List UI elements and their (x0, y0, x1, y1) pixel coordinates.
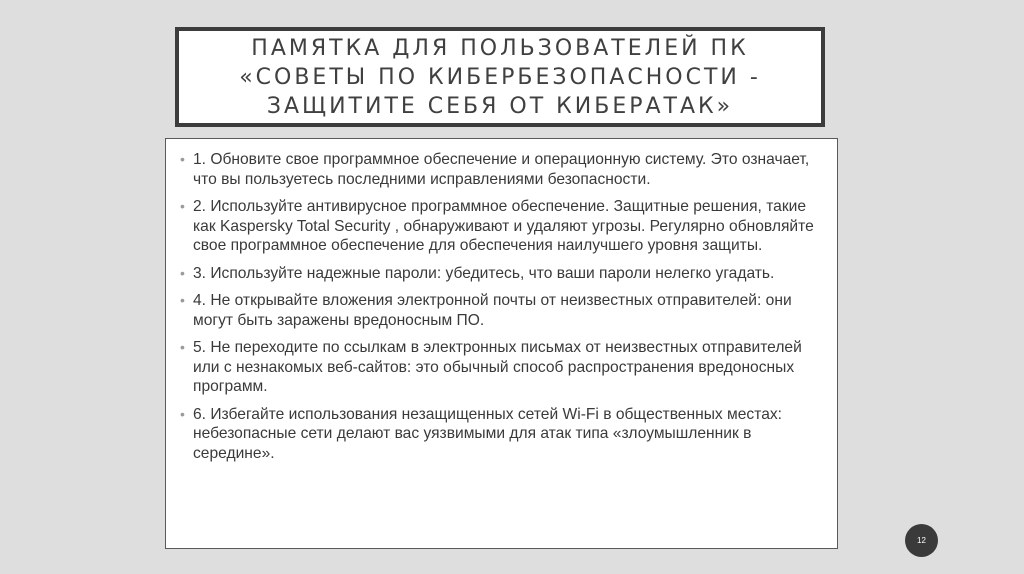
bullet-text-2: 2. Используйте антивирусное программное обеспечение. Защитные решения, такие как Kaspersky Total Security , обнаруживают и удаляют угрозы. Регулярно обновляйте свое программное обеспечение для обеспечения наилучшего уровня защиты. (193, 198, 814, 254)
bullet-text-5: 5. Не переходите по ссылкам в электронных письмах от неизвестных отправителей или с незнакомых веб-сайтов: это обычный способ распространения вредоносных программ. (193, 339, 802, 395)
content-box (165, 138, 838, 549)
bullet-item-5 (180, 338, 823, 397)
bullet-item-2 (180, 197, 823, 256)
bullet-text-4: 4. Не открывайте вложения электронной почты от неизвестных отправителей: они могут быть заражены вредоносным ПО. (193, 292, 792, 329)
title-box (175, 27, 825, 127)
bullet-text-3: 3. Используйте надежные пароли: убедитесь, что ваши пароли нелегко угадать. (193, 264, 775, 282)
title-line-3: ЗАЩИТИТЕ СЕБЯ ОТ КИБЕРАТАК» (266, 93, 734, 119)
bullet-text-1: 1. Обновите свое программное обеспечение и операционную систему. Это означает, что вы пользуетесь последними исправлениями безопасности. (193, 151, 810, 188)
bullet-dot-icon: • (180, 151, 185, 167)
title-line-1: ПАМЯТКА ДЛЯ ПОЛЬЗОВАТЕЛЕЙ ПК (251, 35, 749, 61)
bullet-dot-icon: • (180, 292, 185, 308)
title-line-2: «СОВЕТЫ ПО КИБЕРБЕЗОПАСНОСТИ - (239, 64, 761, 90)
bullet-item-1 (180, 150, 823, 189)
bullet-text-6: 6. Избегайте использования незащищенных сетей Wi-Fi в общественных местах: небезопасные сети делают вас уязвимыми для атак типа «злоумышленник в середине». (193, 405, 782, 462)
bullet-dot-icon: • (180, 264, 185, 281)
bullet-dot-icon: • (180, 405, 185, 422)
bullet-item-6 (180, 405, 823, 464)
bullet-list (180, 150, 823, 463)
bullet-item-3 (180, 264, 823, 284)
bullet-item-4 (180, 291, 823, 330)
bullet-dot-icon: • (180, 339, 185, 355)
bullet-dot-icon: • (180, 198, 185, 214)
page-number-badge: 12 (905, 524, 938, 557)
